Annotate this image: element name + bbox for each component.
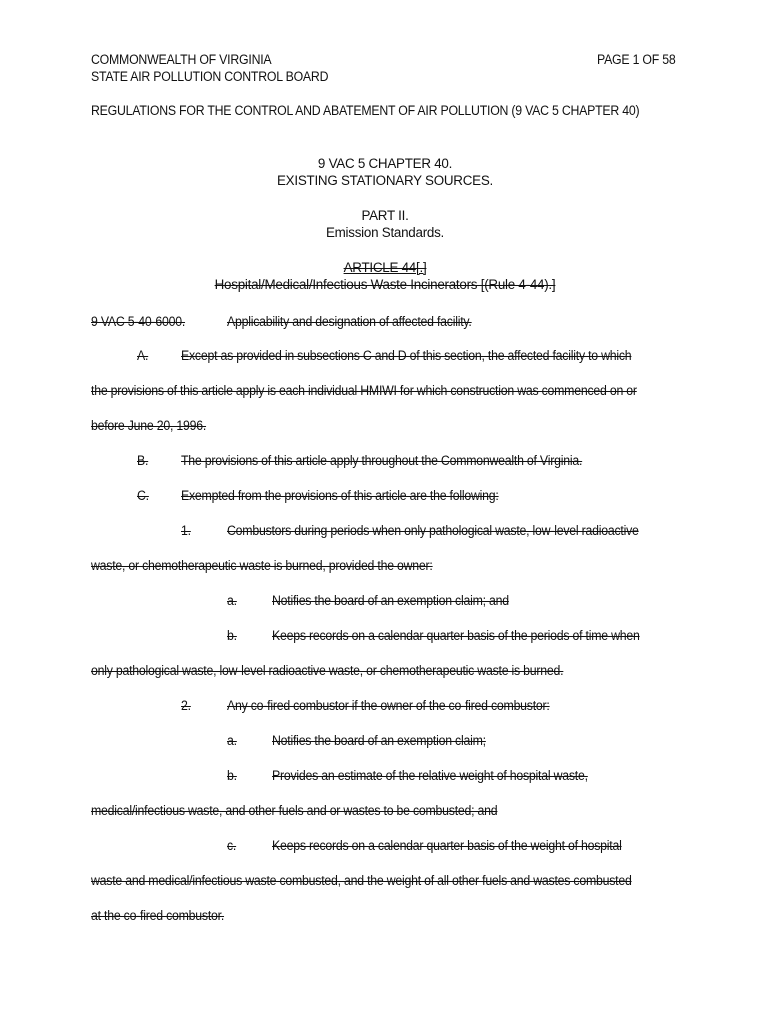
item-c1-label: 1.: [181, 523, 191, 538]
header-org-line2: STATE AIR POLLUTION CONTROL BOARD: [91, 69, 329, 84]
regulations-title: REGULATIONS FOR THE CONTROL AND ABATEMENT OF AIR POLLUTION (9 VAC 5 CHAPTER 40): [91, 103, 640, 118]
item-c1a-text: Notifies the board of an exemption claim; and: [272, 593, 509, 608]
header-org-line1: COMMONWEALTH OF VIRGINIA: [91, 52, 272, 67]
part-subtitle: Emission Standards.: [325, 225, 445, 240]
subsection-a-label: A.: [137, 348, 149, 363]
item-c2c-line3: at the co-fired combustor.: [91, 908, 225, 923]
item-c1b-line1: Keeps records on a calendar quarter basis of the periods of time when: [272, 628, 640, 643]
subsection-a-line3: before June 20, 1996.: [91, 418, 207, 433]
article-subtitle: Hospital/Medical/Infectious Waste Incinerators [(Rule 4-44).]: [214, 277, 556, 292]
subsection-a-line1: Except as provided in subsections C and D of this section, the affected facility to which: [181, 348, 632, 363]
item-c2-label: 2.: [181, 698, 191, 713]
item-c2b-line1: Provides an estimate of the relative weight of hospital waste,: [272, 768, 588, 783]
item-c1b-line2: only pathological waste, low-level radioactive waste, or chemotherapeutic waste is burned.: [91, 663, 564, 678]
page-number: PAGE 1 OF 58: [597, 52, 676, 67]
item-c2b-label: b.: [227, 768, 237, 783]
item-c1-line1: Combustors during periods when only pathological waste, low-level radioactive: [227, 523, 639, 538]
section-title: Applicability and designation of affected facility.: [227, 314, 472, 329]
item-c2-text: Any co-fired combustor if the owner of the co-fired combustor:: [227, 698, 550, 713]
item-c1a-label: a.: [227, 593, 237, 608]
item-c2c-line1: Keeps records on a calendar quarter basis of the weight of hospital: [272, 838, 622, 853]
item-c1-line2: waste, or chemotherapeutic waste is burned, provided the owner:: [91, 558, 433, 573]
item-c1b-label: b.: [227, 628, 237, 643]
subsection-a-line2: the provisions of this article apply is each individual HMIWI for which construction was commenced on or: [91, 383, 637, 398]
item-c2c-label: c.: [227, 838, 237, 853]
item-c2b-line2: medical/infectious waste, and other fuels and or wastes to be combusted; and: [91, 803, 498, 818]
section-number: 9 VAC 5-40-6000.: [91, 314, 186, 329]
item-c2a-text: Notifies the board of an exemption claim;: [272, 733, 486, 748]
subsection-b-label: B.: [137, 453, 149, 468]
item-c2a-label: a.: [227, 733, 237, 748]
subsection-c-label: C.: [137, 488, 149, 503]
item-c2c-line2: waste and medical/infectious waste combusted, and the weight of all other fuels and wastes combusted: [91, 873, 632, 888]
chapter-subtitle: EXISTING STATIONARY SOURCES.: [277, 173, 493, 188]
part-heading: PART II.: [361, 208, 409, 223]
article-heading: ARTICLE 44[.]: [343, 260, 427, 275]
subsection-c-text: Exempted from the provisions of this article are the following:: [181, 488, 499, 503]
subsection-b-text: The provisions of this article apply throughout the Commonwealth of Virginia.: [181, 453, 583, 468]
chapter-heading: 9 VAC 5 CHAPTER 40.: [317, 156, 453, 171]
